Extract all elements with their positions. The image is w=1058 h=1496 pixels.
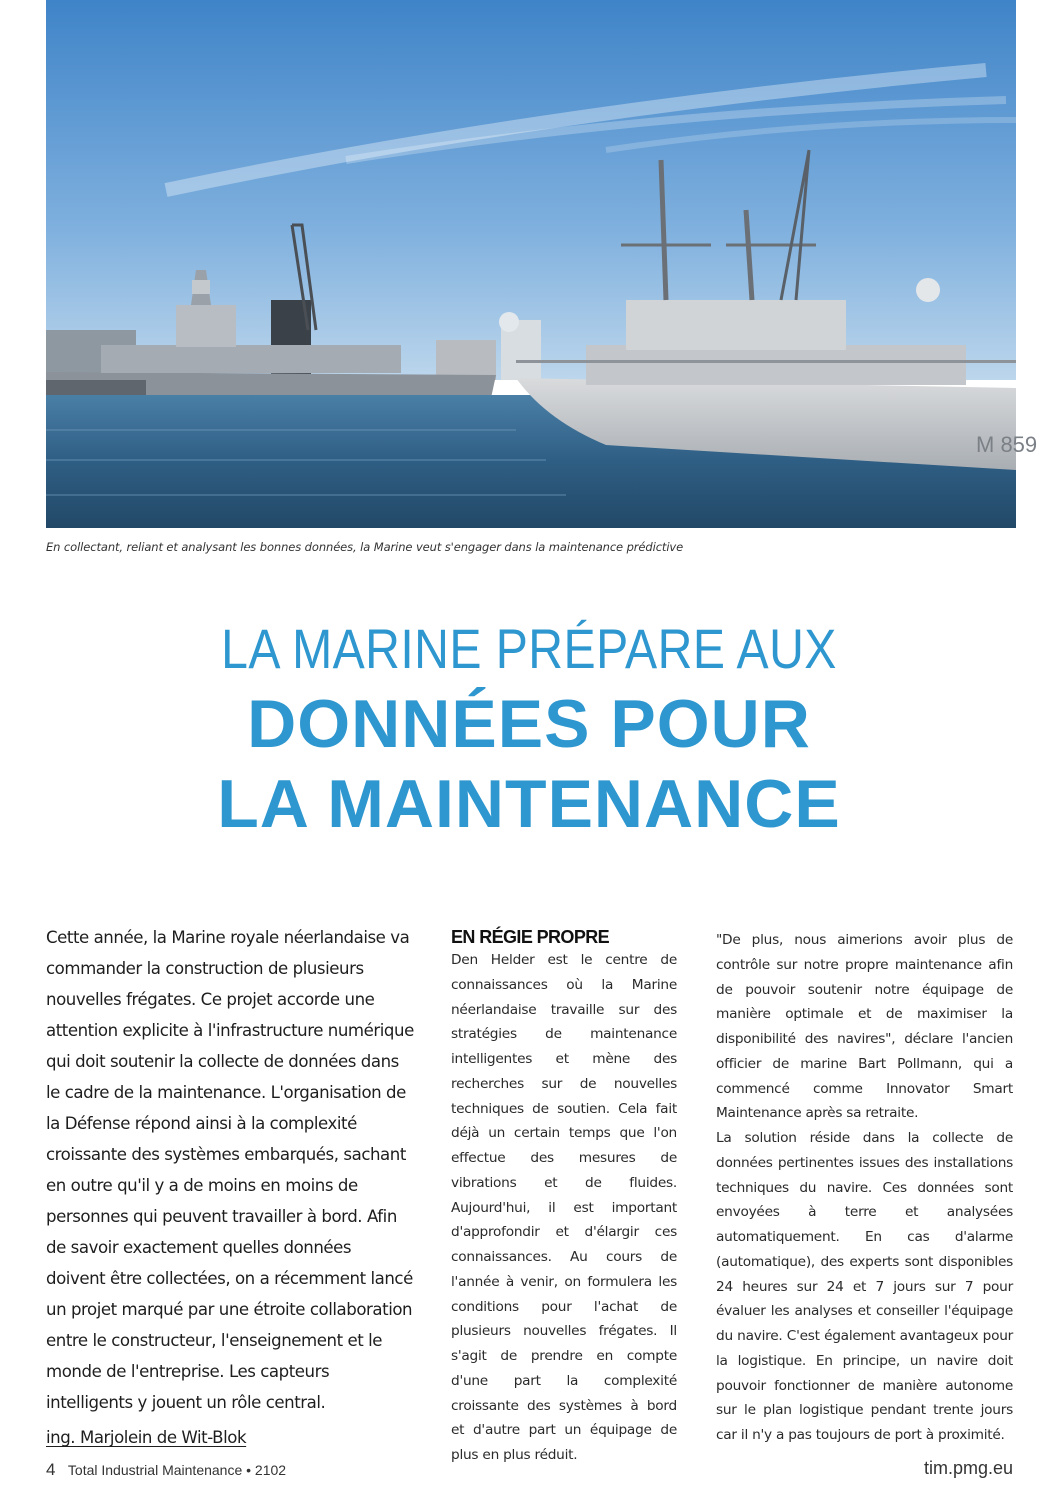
ship-rail: [516, 360, 1016, 363]
intro-column: [46, 922, 414, 1453]
section-column-1: [451, 926, 677, 1468]
title-line-2: DONNÉES POUR: [247, 686, 811, 762]
radar-dome: [499, 312, 519, 332]
frigate-left-mast-top: [192, 280, 210, 294]
minehunter-bridge: [626, 300, 846, 350]
photo-caption: En collectant, reliant et analysant les bonnes données, la Marine veut s'engager dans la maintenance prédictive: [46, 540, 684, 554]
hull-number: M 859: [976, 432, 1038, 457]
section-column-2: [716, 928, 1013, 1448]
frigate-left-superstructure: [101, 345, 401, 373]
radome: [916, 278, 940, 302]
solution-paragraph: La solution réside dans la collecte de données pertinentes issues des installations techniques du navire. Ces données sont envoyées à terre et analysées automatiquement. En cas d'alarme (automatique), des experts sont disponibles 24 heures sur 24 et 7 jours sur 7 pour évaluer les analyses et conseiller l'équipage du navire. C'est également avantageux pour la logistique. En principe, un navire doit pouvoir fonctionner de manière autonome sur le plan logistique pendant trente jours car il n'y a pas toujours de port à proximité.: [716, 1130, 1013, 1443]
minehunter-deck: [586, 345, 966, 385]
building: [436, 340, 496, 380]
title-line-1: LA MARINE PRÉPARE AUX: [221, 617, 837, 680]
title-line-3: LA MAINTENANCE: [217, 766, 841, 842]
footer-left: [46, 1460, 286, 1480]
intro-text: Cette année, la Marine royale néerlandaise va commander la construction de plusieurs nouvelles frégates. Ce projet accorde une attention explicite à l'infrastructure numérique qui doit soutenir la collecte de données dans le cadre de la maintenance. L'organisation de la Défense répond ainsi à la complexité croissante des systèmes embarqués, sachant en outre qu'il y a de moins en moins de personnes qui peuvent travailler à bord. Afin de savoir exactement quelles données doivent être collectées, on a récemment lancé un projet marqué par une étroite collaboration entre le constructeur, l'enseignement et le monde de l'entreprise. Les capteurs intelligents y jouent un rôle central.: [46, 928, 414, 1412]
page-number: 4: [46, 1460, 56, 1479]
hero-photo: [46, 0, 1038, 528]
magazine-name: Total Industrial Maintenance • 2102: [67, 1462, 287, 1478]
frigate-left-bridge: [176, 305, 236, 347]
section-body: Den Helder est le centre de connaissances où la Marine néerlandaise travaille sur des stratégies de maintenance intelligentes et mène des recherches sur de nouvelles techniques de soutien. Cela fait déjà un certain temps que l'on effectue des mesures de vibrations et de fluides. Aujourd'hui, il est important d'approfondir et d'élargir ces connaissances. Au cours de l'année à venir, on formulera les conditions pour l'achat de plusieurs nouvelles frégates. Il s'agit de prendre en compte d'une part la complexité croissante des systèmes à bord et d'autre part un équipage de plus en plus réduit.: [451, 952, 677, 1463]
article-title: [0, 614, 1058, 844]
footer-url[interactable]: tim.pmg.eu: [923, 1458, 1013, 1478]
section-heading: EN RÉGIE PROPRE: [451, 927, 610, 947]
author-byline: ing. Marjolein de Wit-Blok: [46, 1428, 247, 1447]
quote-paragraph: "De plus, nous aimerions avoir plus de contrôle sur notre propre maintenance afin de pouvoir soutenir notre équipage de manière optimale et de maximiser la disponibilité des navires", déclare l'ancien officier de marine Bart Pollmann, qui a commencé comme Innovator Smart Maintenance après sa retraite.: [716, 932, 1013, 1122]
